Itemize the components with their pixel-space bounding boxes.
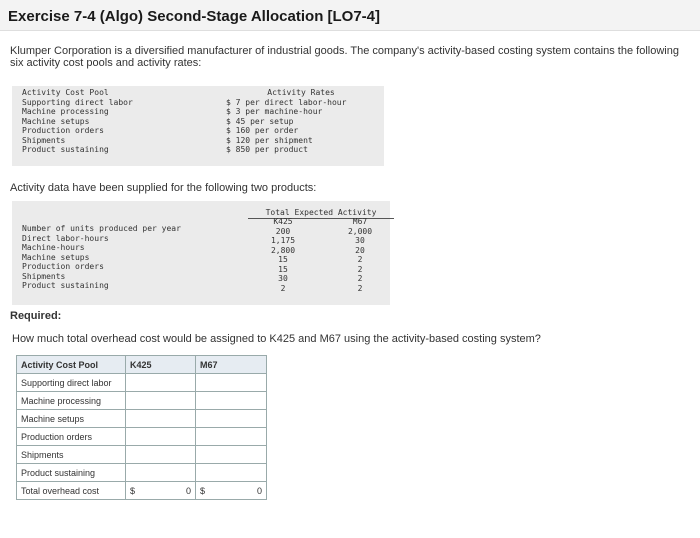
k425-value: 200 <box>275 226 291 236</box>
allocation-header-row <box>17 356 267 374</box>
m67-value: 30 <box>355 236 365 245</box>
m67-input[interactable] <box>196 392 267 410</box>
table-row <box>17 464 267 482</box>
currency-symbol: $ <box>130 485 136 496</box>
pool-item: Machine setups <box>22 116 90 126</box>
table-row <box>17 428 267 446</box>
rate-item: $ 45 per setup <box>226 116 294 126</box>
rate-item: $ 160 per order <box>226 126 299 135</box>
table-row <box>17 374 267 392</box>
row-label: Product sustaining <box>17 464 126 482</box>
question-text: How much total overhead cost would be assigned to K425 and M67 using the activity-based costing system? <box>12 333 541 345</box>
k425-input[interactable] <box>126 464 196 482</box>
currency-symbol: $ <box>200 485 206 496</box>
row-label: Shipments <box>17 446 126 464</box>
header-activity-cost-pool: Activity Cost Pool <box>17 356 126 374</box>
m67-value: 20 <box>355 245 365 255</box>
k425-value: 2,800 <box>270 245 296 255</box>
activity-label: Shipments <box>22 271 66 281</box>
row-label: Machine processing <box>17 392 126 410</box>
activity-labels-list <box>22 224 181 291</box>
m67-total-value: 0 <box>256 485 262 496</box>
table-row <box>17 392 267 410</box>
activity-rates-list <box>226 88 376 155</box>
m67-column <box>330 217 390 293</box>
pool-item: Machine processing <box>22 107 109 116</box>
activity-label: Direct labor-hours <box>22 233 109 243</box>
activity-pools-list <box>22 88 133 155</box>
k425-value: 15 <box>278 255 288 264</box>
k425-total <box>126 482 196 500</box>
m67-input[interactable] <box>196 374 267 392</box>
m67-total <box>196 482 267 500</box>
k425-input[interactable] <box>126 374 196 392</box>
total-row <box>17 482 267 500</box>
intro-text: Klumper Corporation is a diversified manufacturer of industrial goods. The company's activity-based costing system contains the following six activity cost pools and activity rates: <box>10 45 679 69</box>
activity-label: Production orders <box>22 262 104 271</box>
pool-item: Supporting direct labor <box>22 97 133 107</box>
k425-value: 30 <box>278 274 288 283</box>
m67-value: 2 <box>357 255 363 264</box>
m67-value: 2 <box>357 264 363 274</box>
m67-input[interactable] <box>196 410 267 428</box>
pool-item: Product sustaining <box>22 145 109 154</box>
rate-item: $ 3 per machine-hour <box>226 107 323 116</box>
pool-item: Production orders <box>22 126 104 135</box>
required-label: Required: <box>10 310 62 322</box>
k425-value: 15 <box>278 264 288 274</box>
total-label: Total overhead cost <box>17 482 126 500</box>
pool-item: Shipments <box>22 135 66 145</box>
m67-input[interactable] <box>196 446 267 464</box>
m67-value: 2 <box>357 283 363 293</box>
m67-header: M67 <box>352 217 368 226</box>
k425-input[interactable] <box>126 446 196 464</box>
k425-column <box>248 217 318 293</box>
rates-header-pool: Activity Cost Pool <box>22 88 109 97</box>
activity-label: Machine setups <box>22 252 90 262</box>
header-m67: M67 <box>196 356 267 374</box>
k425-value: 2 <box>280 283 286 293</box>
m67-value: 2,000 <box>347 226 373 236</box>
row-label: Production orders <box>17 428 126 446</box>
table-row <box>17 446 267 464</box>
m67-input[interactable] <box>196 428 267 446</box>
k425-input[interactable] <box>126 428 196 446</box>
k425-total-value: 0 <box>185 485 191 496</box>
header-k425: K425 <box>126 356 196 374</box>
k425-value: 1,175 <box>270 236 296 245</box>
page-title: Exercise 7-4 (Algo) Second-Stage Allocation [LO7-4] <box>8 8 381 25</box>
rates-header-rate: Activity Rates <box>267 88 335 97</box>
m67-input[interactable] <box>196 464 267 482</box>
row-label: Supporting direct labor <box>17 374 126 392</box>
activity-table-header: Total Expected Activity <box>248 208 394 219</box>
allocation-table <box>16 355 267 500</box>
k425-input[interactable] <box>126 410 196 428</box>
m67-value: 2 <box>357 274 363 283</box>
activity-intro: Activity data have been supplied for the following two products: <box>10 182 317 194</box>
k425-input[interactable] <box>126 392 196 410</box>
activity-label: Number of units produced per year <box>22 224 181 233</box>
activity-label: Product sustaining <box>22 281 109 290</box>
activity-label: Machine-hours <box>22 243 85 252</box>
rate-item: $ 120 per shipment <box>226 135 313 145</box>
rate-item: $ 850 per product <box>226 145 308 154</box>
row-label: Machine setups <box>17 410 126 428</box>
table-row <box>17 410 267 428</box>
rate-item: $ 7 per direct labor-hour <box>226 97 347 107</box>
k425-header: K425 <box>273 217 293 226</box>
